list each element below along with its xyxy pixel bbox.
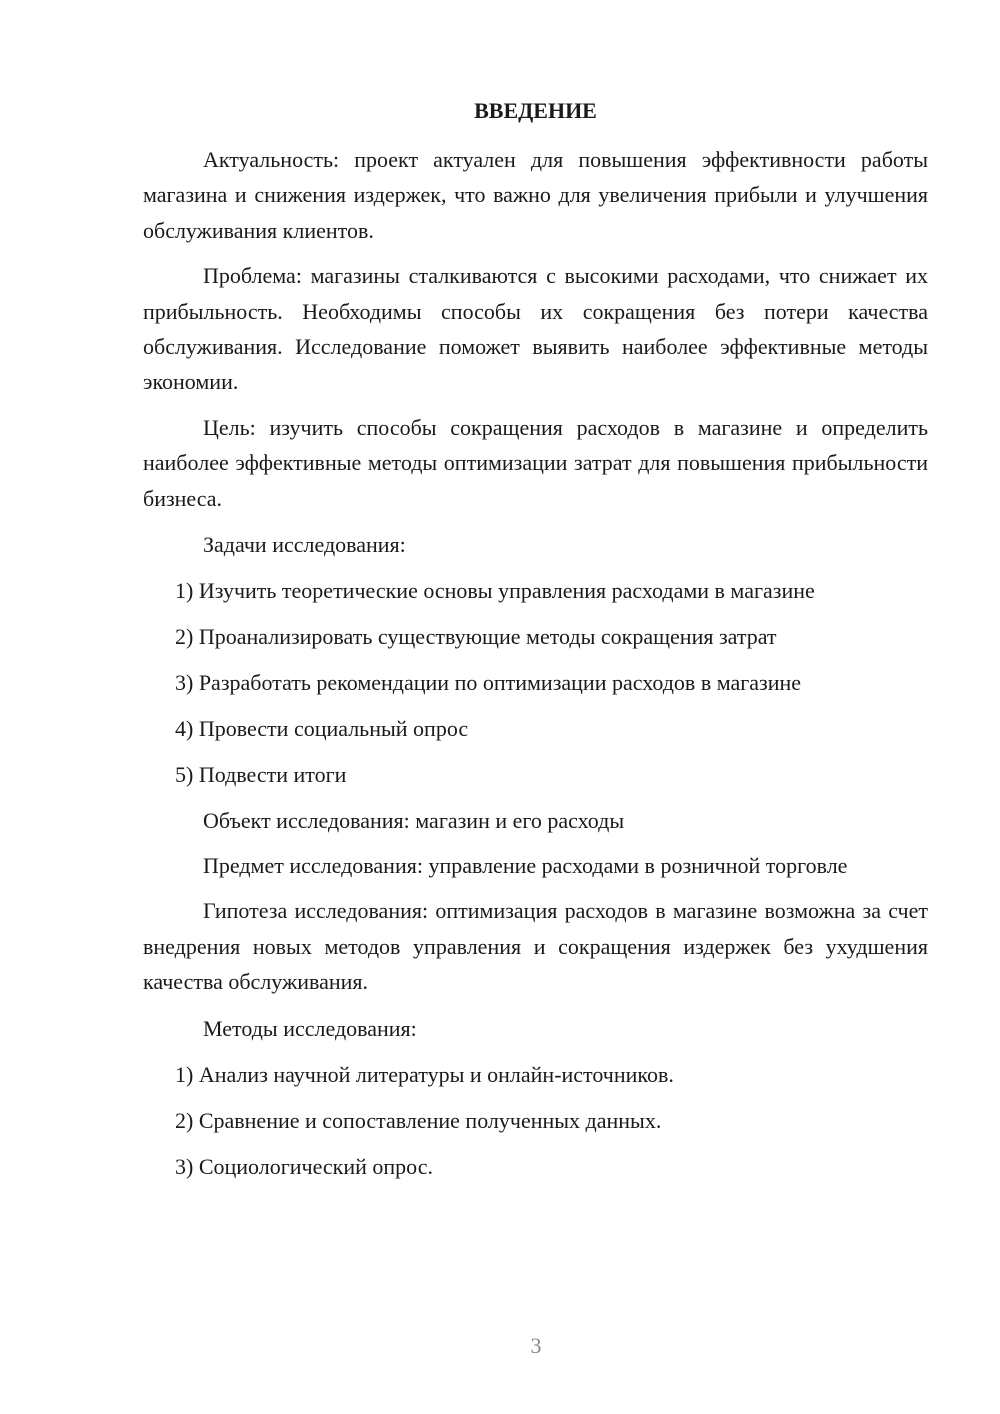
method-item-1: 1) Анализ научной литературы и онлайн-источников. xyxy=(175,1061,674,1087)
tasks-list xyxy=(143,574,928,792)
hypothesis-paragraph: Гипотеза исследования: оптимизация расходов в магазине возможна за счет внедрения новых методов управления и сокращения издержек без ухудшения качества обслуживания. xyxy=(143,898,928,995)
methods-list xyxy=(143,1058,928,1184)
methods-heading: Методы исследования: xyxy=(203,1015,417,1041)
method-item-3: 3) Социологический опрос. xyxy=(175,1153,433,1179)
object-line: Объект исследования: магазин и его расходы xyxy=(203,808,625,834)
goal-paragraph: Цель: изучить способы сокращения расходов в магазине и определить наиболее эффективные методы оптимизации затрат для повышения прибыльности бизнеса. xyxy=(143,414,928,511)
relevance-paragraph: Актуальность: проект актуален для повышения эффективности работы магазина и снижения издержек, что важно для увеличения прибыли и улучшения обслуживания клиентов. xyxy=(143,147,928,243)
tasks-heading: Задачи исследования: xyxy=(203,532,406,558)
method-item-2: 2) Сравнение и сопоставление полученных данных. xyxy=(175,1107,662,1133)
task-item-5: 5) Подвести итоги xyxy=(175,762,347,788)
task-item-1: 1) Изучить теоретические основы управления расходами в магазине xyxy=(175,578,815,604)
task-item-3: 3) Разработать рекомендации по оптимизации расходов в магазине xyxy=(175,670,802,696)
document-page xyxy=(143,94,928,1184)
section-title: ВВЕДЕНИЕ xyxy=(474,98,597,123)
task-item-2: 2) Проанализировать существующие методы сокращения затрат xyxy=(175,624,777,650)
subject-paragraph: Предмет исследования: управление расходами в розничной торговле xyxy=(203,853,848,879)
problem-paragraph: Проблема: магазины сталкиваются с высокими расходами, что снижает их прибыльность. Необходимы способы их сокращения без потери качества обслуживания. Исследование поможет выявить наиболее эффективные методы экономии. xyxy=(143,263,928,395)
page-number: 3 xyxy=(530,1333,542,1358)
task-item-4: 4) Провести социальный опрос xyxy=(175,716,469,742)
